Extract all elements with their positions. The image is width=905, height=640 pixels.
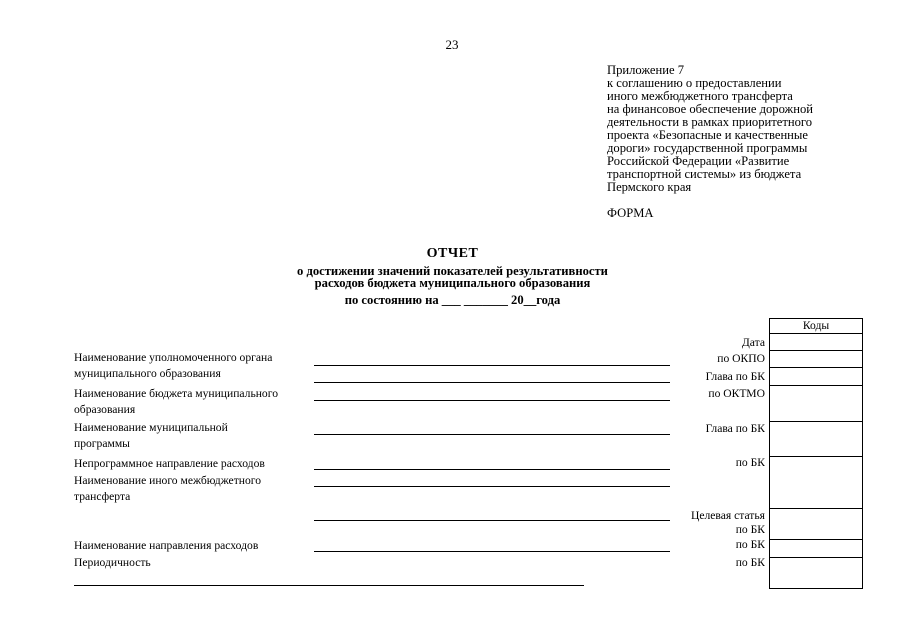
okpo-code-cell[interactable] <box>770 351 862 368</box>
appendix-line: иного межбюджетного трансферта <box>607 89 793 103</box>
transfer-fill-line-2[interactable] <box>314 520 670 521</box>
authority-fill-line[interactable] <box>314 365 670 366</box>
program-label-line1: Наименование муниципальной <box>74 421 228 434</box>
program-label-line2: программы <box>74 437 130 450</box>
authority-fill-line-2[interactable] <box>314 382 670 383</box>
oktmo-code-cell[interactable] <box>770 386 862 422</box>
report-date-line: по состоянию на ___ _______ 20__года <box>344 293 561 307</box>
glava-bk-label-2: Глава по БК <box>705 422 765 435</box>
nonprogram-fill-line[interactable] <box>314 469 670 470</box>
appendix-block <box>607 64 867 194</box>
po-bk-label-2: по БК <box>735 538 765 551</box>
po-bk-code-cell-3[interactable] <box>770 558 862 588</box>
nonprogram-label: Непрограммное направление расходов <box>74 457 265 470</box>
transfer-fill-line[interactable] <box>314 486 670 487</box>
appendix-line: Российской Федерации «Развитие <box>607 154 790 168</box>
expense-direction-label: Наименование направления расходов <box>74 539 259 552</box>
program-label <box>74 420 228 452</box>
appendix-line: Приложение 7 <box>607 63 685 77</box>
po-bk-label-3: по БК <box>735 556 765 569</box>
budget-label-line2: образования <box>74 403 136 416</box>
appendix-line: на финансовое обеспечение дорожной <box>607 102 814 116</box>
subtitle-line-1: о достижении значений показателей результативности <box>297 264 608 278</box>
authority-label-line1: Наименование уполномоченного органа <box>74 351 273 364</box>
page-number: 23 <box>445 37 459 52</box>
subtitle-line-2: расходов бюджета муниципального образования <box>314 276 591 290</box>
appendix-line: транспортной системы» из бюджета <box>607 167 802 181</box>
authority-label <box>74 350 272 382</box>
okpo-code-label: по ОКПО <box>717 352 765 365</box>
transfer-label <box>74 473 261 505</box>
program-fill-line[interactable] <box>314 434 670 435</box>
transfer-label-line2: трансферта <box>74 490 131 503</box>
date-code-label: Дата <box>741 336 765 349</box>
appendix-line: Пермского края <box>607 180 692 194</box>
budget-label-line1: Наименование бюджета муниципального <box>74 387 278 400</box>
transfer-label-line1: Наименование иного межбюджетного <box>74 474 262 487</box>
expense-direction-fill-line[interactable] <box>314 551 670 552</box>
form-label: ФОРМА <box>607 206 654 220</box>
authority-label-line2: муниципального образования <box>74 367 221 380</box>
po-bk-code-cell-2[interactable] <box>770 540 862 558</box>
target-article-code-cell[interactable] <box>770 509 862 540</box>
po-bk-label-1: по БК <box>735 456 765 469</box>
budget-fill-line[interactable] <box>314 400 670 401</box>
appendix-line: проекта «Безопасные и качественные <box>607 128 808 142</box>
glava-bk-code-cell-1[interactable] <box>770 368 862 386</box>
periodicity-fill-line[interactable] <box>74 585 584 586</box>
appendix-line: деятельности в рамках приоритетного <box>607 115 813 129</box>
oktmo-code-label: по ОКТМО <box>708 387 765 400</box>
budget-label <box>74 386 278 418</box>
periodicity-label: Периодичность <box>74 556 151 569</box>
po-bk-code-cell-1[interactable] <box>770 457 862 509</box>
codes-table <box>769 318 863 589</box>
glava-bk-code-cell-2[interactable] <box>770 422 862 457</box>
target-article-line1: Целевая статья <box>690 509 765 522</box>
target-article-line2: по БК <box>735 523 765 536</box>
report-title: ОТЧЕТ <box>426 246 479 261</box>
report-subtitle <box>0 265 905 289</box>
date-code-cell[interactable] <box>770 334 862 351</box>
target-article-label <box>691 509 765 537</box>
appendix-line: дороги» государственной программы <box>607 141 808 155</box>
appendix-line: к соглашению о предоставлении <box>607 76 782 90</box>
glava-bk-label-1: Глава по БК <box>705 370 765 383</box>
codes-header: Коды <box>770 319 862 334</box>
